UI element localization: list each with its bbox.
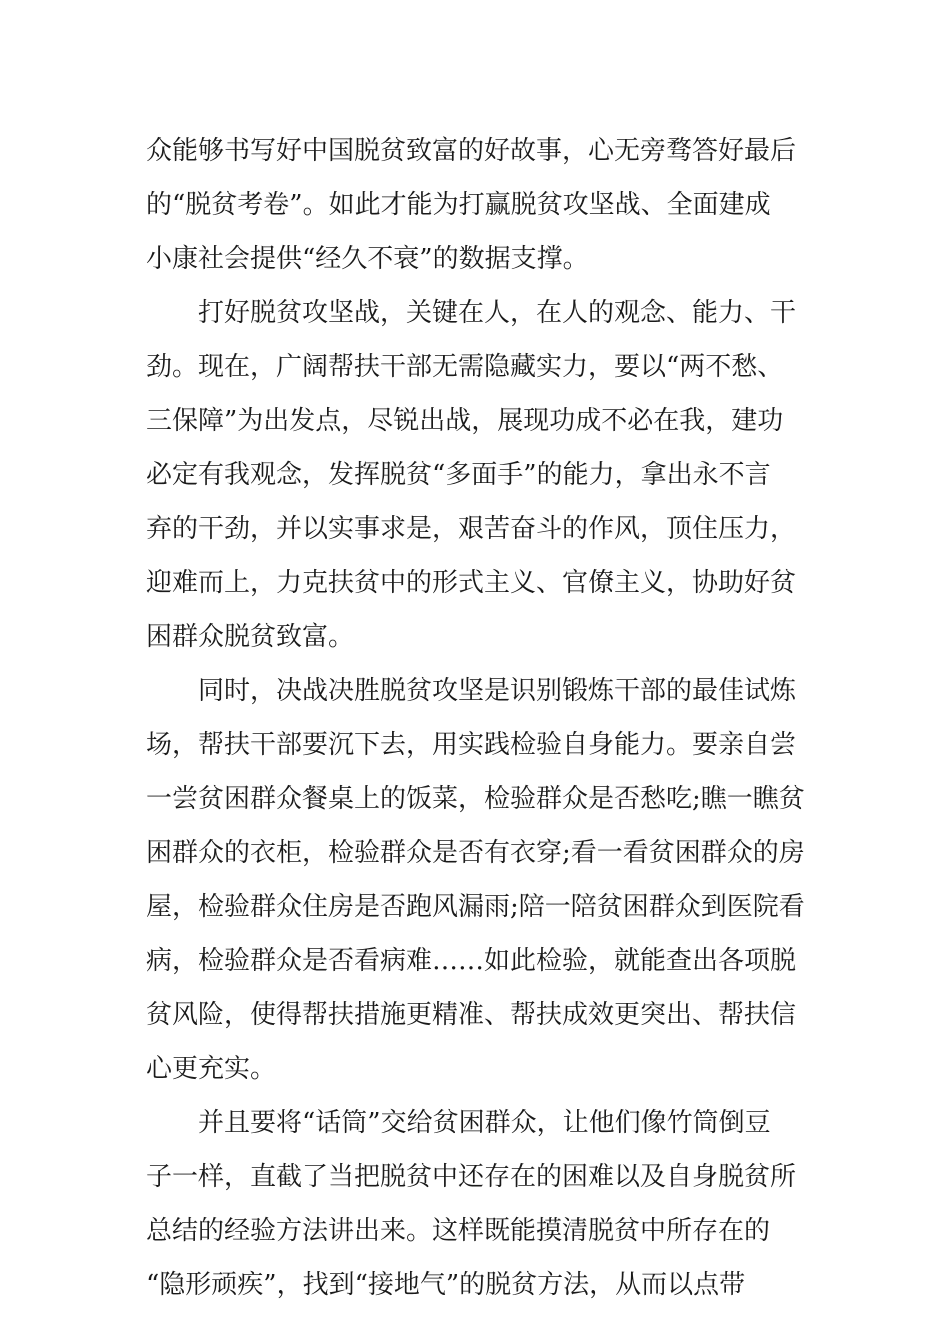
text-line: 弃的干劲，并以实事求是，艰苦奋斗的作风，顶住压力， [146, 514, 797, 544]
paragraph-first-line: 打好脱贫攻坚战，关键在人，在人的观念、能力、干 [198, 298, 797, 328]
text-line: 场，帮扶干部要沉下去，用实践检验自身能力。要亲自尝 [146, 730, 797, 760]
text-line: 贫风险，使得帮扶措施更精准、帮扶成效更突出、帮扶信 [146, 1000, 797, 1030]
text-line: 总结的经验方法讲出来。这样既能摸清脱贫中所存在的 [146, 1216, 771, 1246]
text-line: 病，检验群众是否看病难……如此检验，就能查出各项脱 [146, 946, 797, 976]
text-line: 必定有我观念，发挥脱贫“多面手”的能力，拿出永不言 [146, 460, 771, 490]
text-line: 心更充实。 [146, 1054, 277, 1084]
text-line: 困群众的衣柜，检验群众是否有衣穿;看一看贫困群众的房 [146, 838, 805, 868]
text-line: 屋，检验群众住房是否跑风漏雨;陪一陪贫困群众到医院看 [146, 892, 805, 922]
paragraph-first-line: 并且要将“话筒”交给贫困群众，让他们像竹筒倒豆 [198, 1108, 771, 1138]
text-line: 劲。现在，广阔帮扶干部无需隐藏实力，要以“两不愁、 [146, 352, 784, 382]
text-line: 的“脱贫考卷”。如此才能为打赢脱贫攻坚战、全面建成 [146, 190, 771, 220]
text-line: 三保障”为出发点，尽锐出战，展现功成不必在我，建功 [146, 406, 784, 436]
paragraph-first-line: 同时，决战决胜脱贫攻坚是识别锻炼干部的最佳试炼 [198, 676, 797, 706]
text-line: 小康社会提供“经久不衰”的数据支撑。 [146, 244, 589, 274]
text-line: 众能够书写好中国脱贫致富的好故事，心无旁骛答好最后 [146, 136, 797, 166]
text-line: “隐形顽疾”，找到“接地气”的脱贫方法，从而以点带 [146, 1270, 746, 1300]
text-line: 一尝贫困群众餐桌上的饭菜，检验群众是否愁吃;瞧一瞧贫 [146, 784, 805, 814]
text-line: 子一样，直截了当把脱贫中还存在的困难以及自身脱贫所 [146, 1162, 797, 1192]
text-line: 困群众脱贫致富。 [146, 622, 355, 652]
text-line: 迎难而上，力克扶贫中的形式主义、官僚主义，协助好贫 [146, 568, 797, 598]
body-text [146, 124, 806, 1312]
